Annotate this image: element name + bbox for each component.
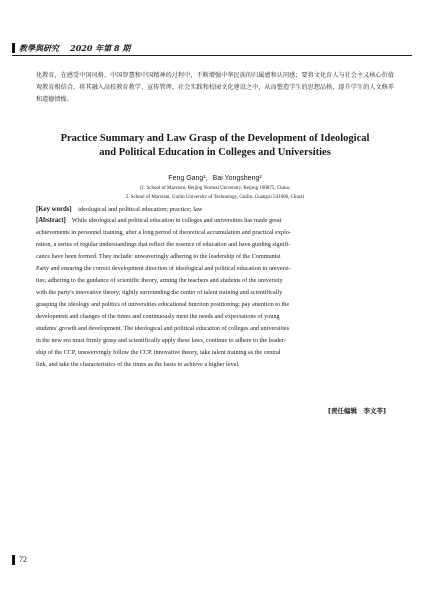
abstract-line: achievements in personnel training, after a long period of theoretical accumulation and practical explo-: [36, 229, 291, 236]
page-number-marker: [12, 555, 15, 565]
abstract-line: [36, 216, 394, 226]
keywords-text: ideological and political education; practice; law: [78, 206, 203, 213]
keywords: [36, 205, 394, 215]
header-marker: [12, 43, 15, 53]
english-title: [36, 132, 394, 160]
abstract-text: While ideological and political education in colleges and universities has made great: [71, 217, 282, 224]
continuation-paragraph: 化教育，在感受中国风格、中国智慧和中国精神的过程中，不断增强中华民族的归属感和认同感；要将文化育人与社会主义核心价值观教育相结合，将其融入高校教育教学、宣传管理、社会实践和校园文化建设之中，从而塑造学生的思想品格，提升学生的人文修养和道德情操。: [36, 72, 394, 103]
page-number: 72: [19, 555, 27, 564]
abstract-line: cance have been formed. They include: unwaveringly adhering to the leadership of the Communist: [36, 253, 281, 260]
responsible-editor: [责任编辑 李文苓]: [328, 407, 386, 415]
header-rule: [12, 55, 412, 56]
title-line-2: and Political Education in Colleges and Universities: [99, 147, 331, 158]
keywords-label: [Key words]: [36, 206, 72, 213]
abstract-label: [Abstract]: [36, 217, 66, 224]
authors: Feng Gang¹，Bai Yongsheng²: [168, 175, 262, 182]
abstract-line: ration, a series of regular understandings that reflect the essence of education and have guiding signifi-: [36, 241, 291, 248]
affiliation-1: (1. School of Marxism, Beijing Normal University, Beijing 100875, China;: [139, 186, 291, 191]
abstract-line: ties; adhering to the guidance of scientific theory, arming the teachers and students of the university: [36, 277, 283, 284]
abstract-line: development and changes of the times and continuously meet the needs and expectations of young: [36, 313, 280, 320]
abstract-line: Party and ensuring the correct development direction of ideological and political education in universi-: [36, 265, 291, 272]
abstract-line: with the party's innovative theory; tightly surrounding the center of talent training and scientifically: [36, 289, 283, 296]
running-header: [12, 42, 412, 54]
issue-label: 2020 年第 8 期: [70, 43, 131, 53]
title-line-1: Practice Summary and Law Grasp of the Development of Ideological: [60, 133, 370, 144]
header-text: [19, 42, 130, 54]
abstract-line: ship of the CCP, unswervingly follow the CCP. innovative theory, take talent training as the central: [36, 349, 281, 356]
affiliation-2: 2. School of Marxism, Guilin University of Technology, Guilin, Guangxi 541006, China): [125, 195, 305, 200]
abstract-line: students' growth and development. The ideological and political education of colleges and universities: [36, 325, 290, 332]
abstract-line: in the new era must firmly grasp and scientifically apply these laws, continue to adhere to the leader-: [36, 337, 286, 344]
abstract-line: grasping the ideology and politics of universities educational function positioning; pay attention to the: [36, 301, 290, 308]
journal-name: 教學與研究: [19, 43, 59, 53]
abstract-line: link, and take the characteristics of the times as the basis to achieve a higher level.: [36, 361, 240, 368]
